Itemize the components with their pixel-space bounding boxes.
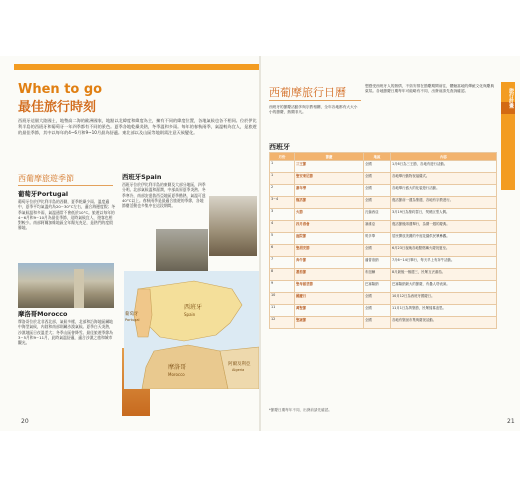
col-content: 內容 (391, 153, 497, 161)
spain-photo-town (156, 229, 208, 276)
table-row (270, 161, 497, 173)
top-color-bar (14, 64, 259, 70)
content-cell: 1月6日為三王節，各地有遊行活動。 (391, 161, 497, 173)
table-row (270, 209, 497, 221)
left-page (14, 56, 257, 431)
festival-name-cell: 四月春會 (295, 221, 364, 233)
content-cell: 居民開放美麗的中庭花園供民眾參觀。 (391, 233, 497, 245)
month-cell: 4 (270, 221, 295, 233)
table-row (270, 305, 497, 317)
festival-name-cell: 聖誕節 (295, 317, 364, 329)
festival-name-cell: 國慶日 (295, 293, 364, 305)
region-cell: 布紐爾 (364, 269, 391, 281)
content-cell: 復活節後兩週舉行，為期一週的慶典。 (391, 221, 497, 233)
festival-name-cell: 聖安東尼節 (295, 173, 364, 185)
section-heading: 西葡摩旅遊季節 (18, 174, 74, 183)
table-row (270, 245, 497, 257)
month-cell: 1 (270, 173, 295, 185)
festival-name-cell: 復活節 (295, 197, 364, 209)
spain-photo-bridge (209, 196, 257, 256)
region-cell: 瓦倫西亞 (364, 209, 391, 221)
month-cell: 11 (270, 305, 295, 317)
festival-table (269, 152, 497, 329)
region-cell: 全國 (364, 305, 391, 317)
content-cell: 各地有聖誕市集與慶祝活動。 (391, 317, 497, 329)
month-cell: 9 (270, 281, 295, 293)
month-cell: 8 (270, 269, 295, 281)
festival-name-cell: 庭院節 (295, 233, 364, 245)
table-row (270, 221, 497, 233)
portugal-photo (18, 263, 114, 308)
heading-en: When to go (18, 82, 103, 97)
table-row (270, 269, 497, 281)
map-label-algeria-en: Algeria (232, 368, 245, 372)
portugal-title: 葡萄牙Portugal (18, 190, 69, 198)
table-row (270, 281, 497, 293)
region-cell: 全國 (364, 317, 391, 329)
side-tab-label: 旅行計畫 (508, 88, 514, 108)
table-row (270, 185, 497, 197)
table-row (270, 257, 497, 269)
festival-name-cell: 萬聖節 (295, 305, 364, 317)
festival-name-cell: 火節 (295, 209, 364, 221)
country-heading: 西班牙 (269, 143, 290, 151)
calendar-title: 西葡摩旅行日曆 (269, 86, 346, 99)
content-cell: 復活節前一週為聖週，各地有宗教遊行。 (391, 197, 497, 209)
region-cell: 哥多華 (364, 233, 391, 245)
month-cell: 6 (270, 245, 295, 257)
table-row (270, 293, 497, 305)
month-cell: 2 (270, 185, 295, 197)
region-cell: 巴塞隆納 (364, 281, 391, 293)
gutter (259, 56, 261, 431)
col-region: 地區 (364, 153, 391, 161)
portugal-text: 葡萄牙位於伊比利半島的西側，夏季乾燥少雨、溫度適中，夏季平均氣溫約為20~30°C左右，適合海邊度假；冬季氣候溫和多雨，氣溫通常不會低於10°C。旅遊以每年的4~6月和9~10月為最佳季節，這時氣候宜人，遊客也相對較少。南部阿爾加維地區全年陽光充足，是熱門的度假勝地。 (18, 199, 116, 231)
region-cell: 潘普洛納 (364, 257, 391, 269)
content-cell: 3月19日為聖約瑟日，焚燒巨型人偶。 (391, 209, 497, 221)
morocco-text: 摩洛哥位於北非西北部，氣候多樣，北部和沿海地區屬地中海型氣候，內陸和南部則屬沙漠氣候。夏季白天炎熱，沙漠地區日夜溫差大；冬季山區會降雪。最佳旅遊季節為3~5月和9~11月，此時氣溫舒適，適合沙漠之旅和城市觀光。 (18, 319, 113, 346)
month-cell: 3~4 (270, 197, 295, 209)
table-row (270, 173, 497, 185)
festival-name-cell: 奔牛節 (295, 257, 364, 269)
region-cell: 全國 (364, 185, 391, 197)
table-row (270, 317, 497, 329)
footnote: *節慶日期每年不同，出發前請先確認。 (269, 408, 332, 412)
section-divider (18, 185, 113, 186)
month-cell: 10 (270, 293, 295, 305)
content-cell: 各地舉行動物祝福儀式。 (391, 173, 497, 185)
right-page (263, 56, 520, 431)
map-label-spain-en: Spain (184, 312, 196, 317)
map-label-morocco: 摩洛哥 (168, 364, 187, 371)
map-label-spain: 西班牙 (184, 304, 203, 311)
map-label-portugal: 葡萄牙 (125, 312, 139, 317)
content-cell: 10月12日為西班牙國慶日。 (391, 293, 497, 305)
intro-paragraph: 西班牙這個大陸國土，地勢高二海的歐洲國家，地點以北緯度和緯度為主，擁有不同的緯度位置，各地氣候也各不相同。位於伊比利半島的西班牙和葡萄牙一年四季都有不同的景色。夏季各地乾燥炎熱，冬季溫和多雨。每年的春秋兩季，氣溫較為宜人，是旅遊的最佳季節，其中以每年的4~6月和9~10月最為舒適。東北部以及山區等地則需注意天候變化。 (18, 118, 257, 135)
region-cell: 全國 (364, 293, 391, 305)
spain-text: 西班牙位於伊比利半島的東側及大部分地區，四季分明。北部氣候溫和濕潤，中部高原夏季炎熱、冬季寒冷，南部安達魯西亞地區夏季酷熱，氣溫可達40°C以上。春秋兩季是最適合旅遊的季節，各地節慶活動也多集中在這段期間。 (122, 182, 206, 209)
region-cell: 全國 (364, 161, 391, 173)
title-divider (269, 100, 361, 101)
region-cell: 全國 (364, 245, 391, 257)
content-cell: 各地舉行盛大的化裝遊行活動。 (391, 185, 497, 197)
morocco-title: 摩洛哥Morocco (18, 310, 68, 318)
calendar-intro-left: 西班牙的節慶活動多與宗教相關，全年各地都有大大小小的節慶，熱鬧非凡。 (269, 105, 358, 115)
month-cell: 5 (270, 233, 295, 245)
month-cell: 1 (270, 161, 295, 173)
region-cell: 全國 (364, 173, 391, 185)
table-row (270, 197, 497, 209)
table-row (270, 233, 497, 245)
col-festival: 節慶 (295, 153, 364, 161)
festival-name-cell: 聖胡安節 (295, 245, 364, 257)
festival-name-cell: 聖母慈悲節 (295, 281, 364, 293)
region-cell: 全國 (364, 197, 391, 209)
month-cell: 3 (270, 209, 295, 221)
map-label-portugal-en: Portugal (125, 318, 140, 322)
spain-title: 西班牙Spain (122, 173, 162, 181)
calendar-intro-right: 想感受西班牙人的熱情，不妨安排在節慶期間前往，體驗當地的傳統文化與慶典氣氛。各地節慶日期每年可能略有不同，出發前請先查詢確認。 (365, 84, 495, 94)
map-label-morocco-en: Morocco (168, 372, 185, 377)
festival-name-cell: 番茄節 (295, 269, 364, 281)
map-label-algeria: 阿爾及利亞 (228, 362, 251, 367)
festival-name-cell: 三王節 (295, 161, 364, 173)
region-cell: 塞維亞 (364, 221, 391, 233)
festival-table-body (270, 161, 497, 329)
page-number-left: 20 (21, 418, 29, 425)
festival-name-cell: 嘉年華 (295, 185, 364, 197)
col-month: 月份 (270, 153, 295, 161)
page-number-right: 21 (507, 418, 515, 425)
heading-zh: 最佳旅行時刻 (18, 100, 97, 115)
month-cell: 12 (270, 317, 295, 329)
content-cell: 6月23日夜晚各地點燃篝火慶祝夏至。 (391, 245, 497, 257)
tower-in-photo (74, 269, 84, 308)
content-cell: 7月6~14日舉行，每天早上有奔牛活動。 (391, 257, 497, 269)
content-cell: 11月1日為萬聖節，民眾掃墓追思。 (391, 305, 497, 317)
content-cell: 8月最後一個週三，民眾互丟番茄。 (391, 269, 497, 281)
region-map (124, 271, 259, 389)
content-cell: 巴塞隆納最大的節慶，有疊人塔表演。 (391, 281, 497, 293)
month-cell: 7 (270, 257, 295, 269)
